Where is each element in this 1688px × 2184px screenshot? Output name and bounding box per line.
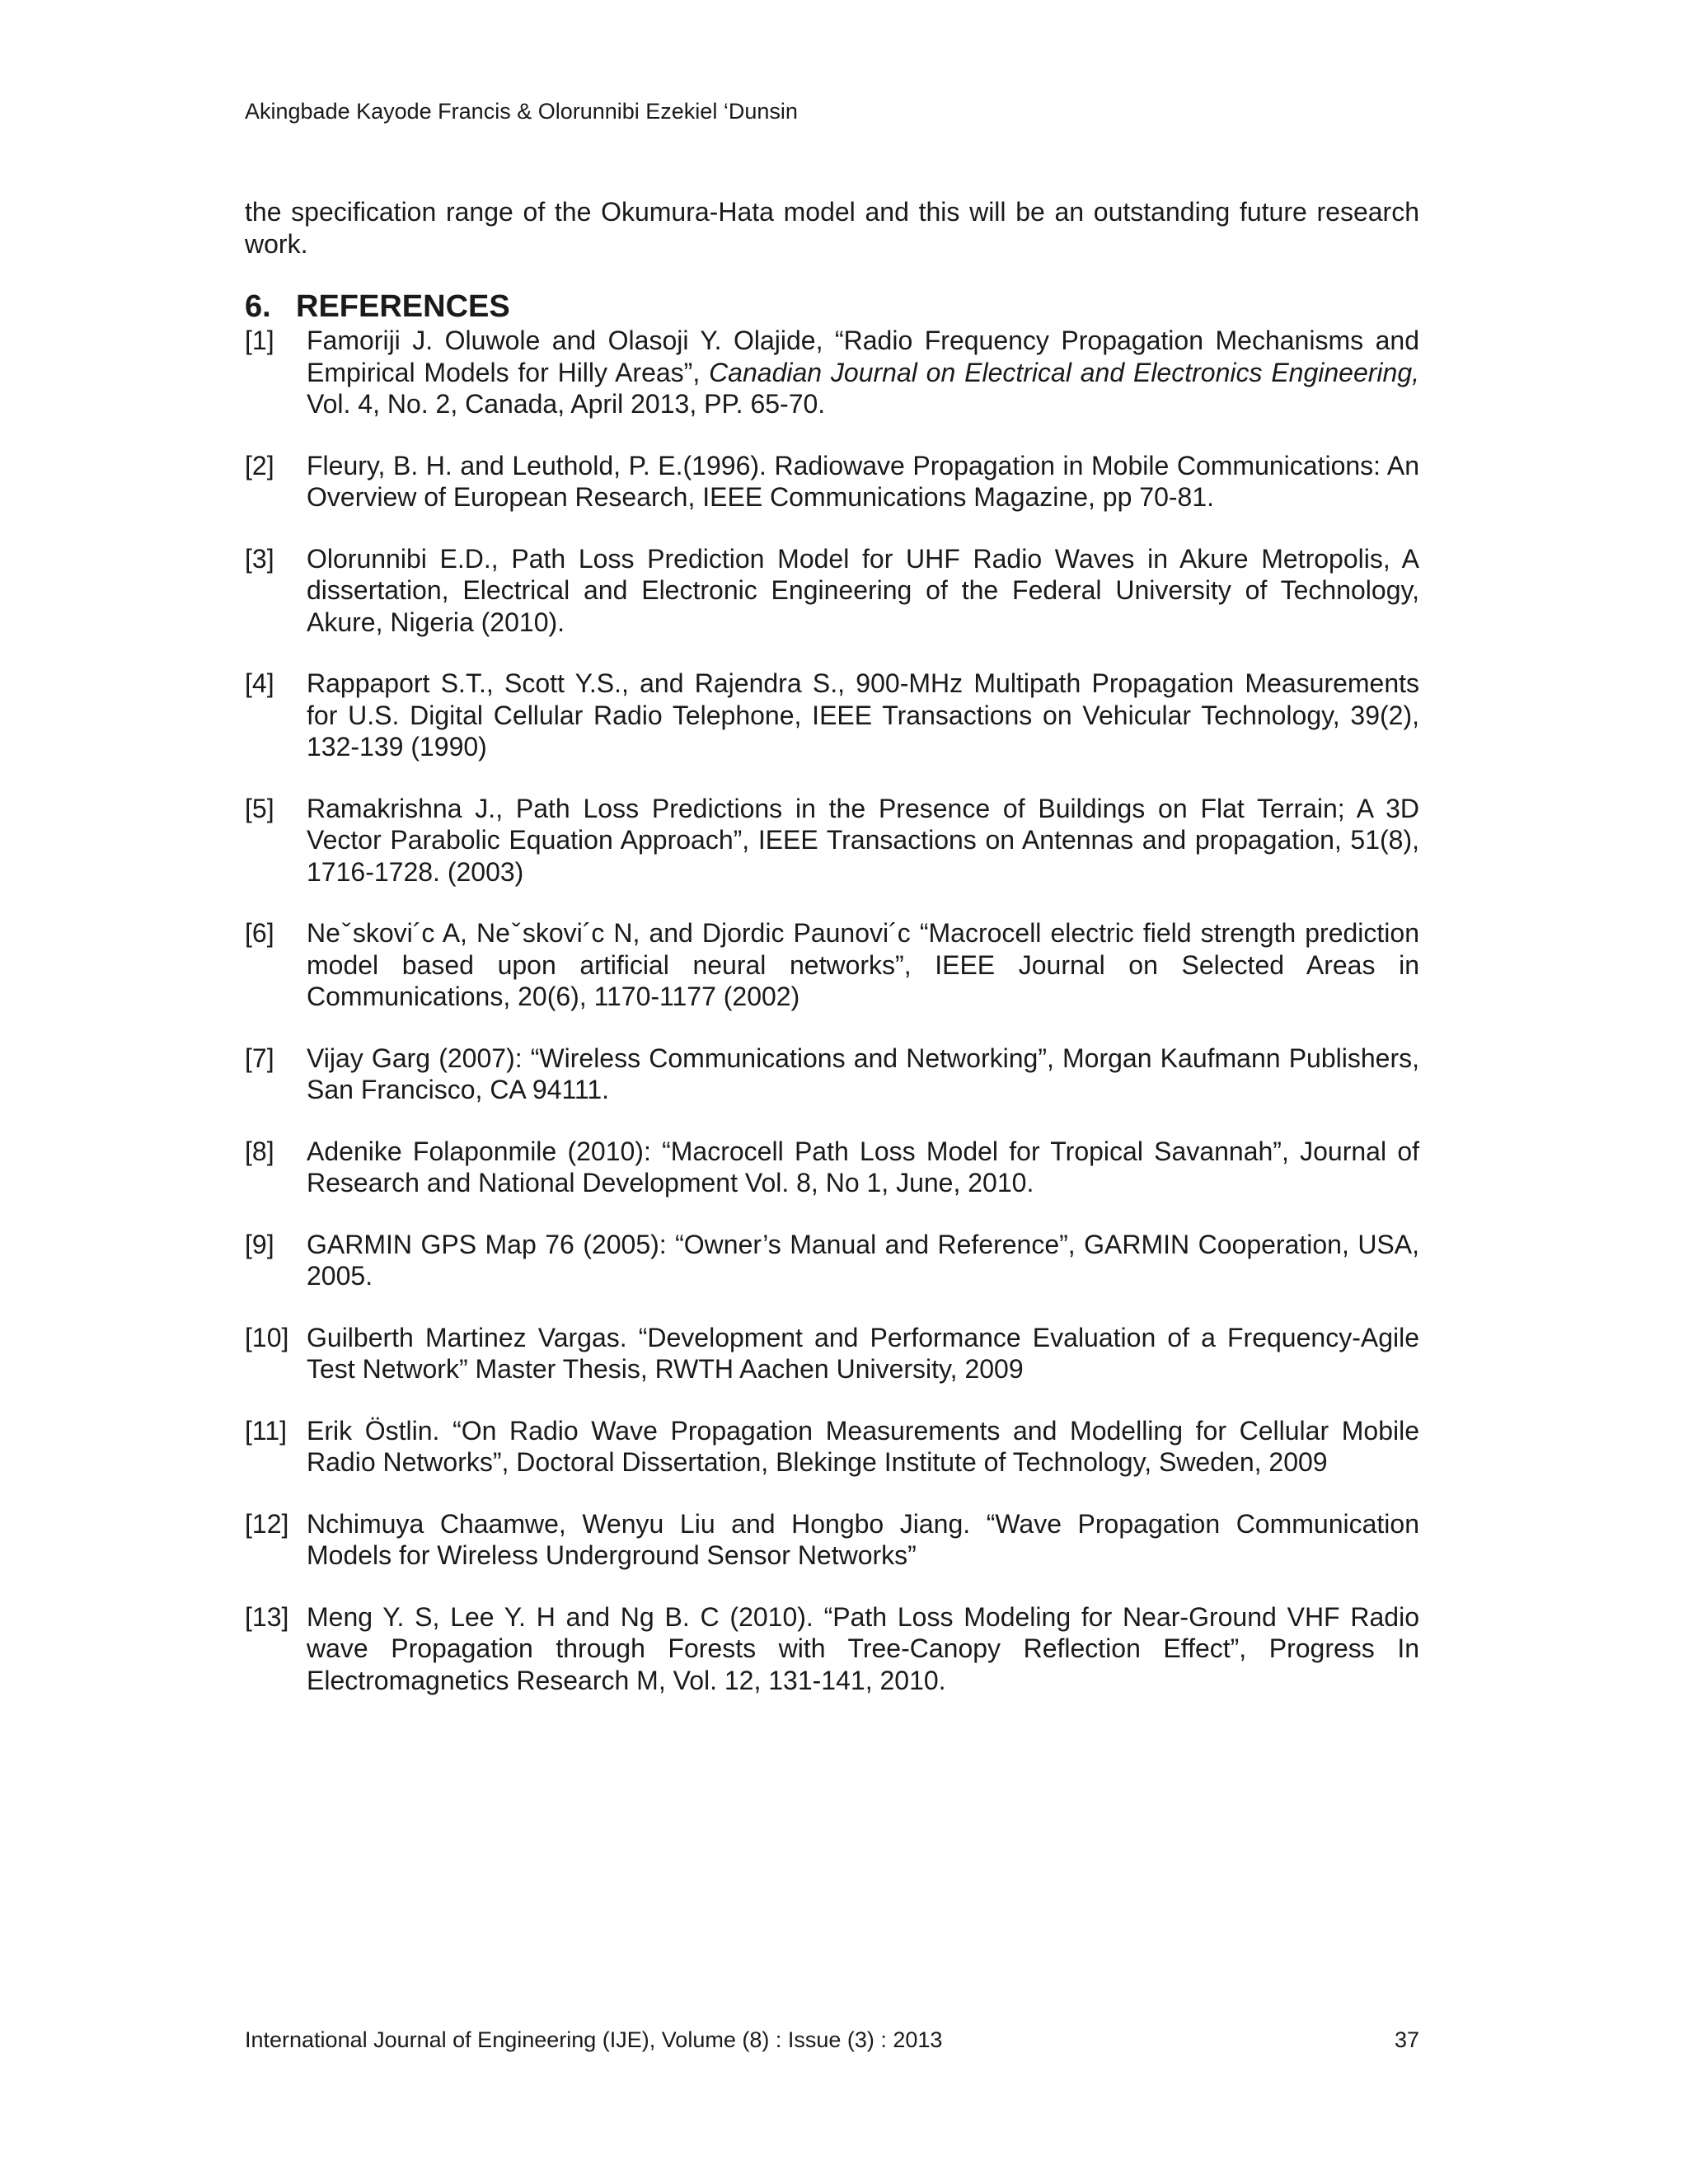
reference-text: Adenike Folaponmile (2010): “Macrocell Path Loss Model for Tropical Savannah”, Journal of Research and National Development Vol. 8, No 1, June, 2010. — [307, 1136, 1419, 1197]
reference-item — [245, 668, 1419, 763]
reference-number: [9] — [245, 1229, 274, 1259]
footer-journal: International Journal of Engineering (IJE), Volume (8) : Issue (3) : 2013 — [245, 2027, 943, 2052]
page-number: 37 — [1394, 2027, 1419, 2052]
reference-list — [245, 325, 1419, 1696]
section-title: REFERENCES — [296, 289, 510, 324]
reference-item — [245, 1322, 1419, 1385]
reference-item — [245, 1136, 1419, 1199]
reference-text: GARMIN GPS Map 76 (2005): “Owner’s Manual and Reference”, GARMIN Cooperation, USA, 2005. — [307, 1229, 1419, 1291]
page-body — [245, 196, 1419, 1726]
reference-text: Erik Östlin. “On Radio Wave Propagation Measurements and Modelling for Cellular Mobile Radio Networks”, Doctoral Dissertation, Blekinge Institute of Technology, Sweden, 2009 — [307, 1415, 1419, 1477]
reference-journal-title: Canadian Journal on Electrical and Electronics Engineering, — [709, 357, 1420, 387]
reference-text: Rappaport S.T., Scott Y.S., and Rajendra S., 900-MHz Multipath Propagation Measurements for U.S. Digital Cellular Radio Telephone, IEEE Transactions on Vehicular Technology, 39(2), 132-139 (1990) — [307, 668, 1419, 762]
reference-text: Ramakrishna J., Path Loss Predictions in the Presence of Buildings on Flat Terrain; A 3D Vector Parabolic Equation Approach”, IEEE Transactions on Antennas and propagation, 51(8), 1716-1728. (2003) — [307, 793, 1419, 887]
reference-item — [245, 1415, 1419, 1479]
reference-item — [245, 1601, 1419, 1697]
reference-number: [8] — [245, 1136, 274, 1166]
reference-text: Guilberth Martinez Vargas. “Development and Performance Evaluation of a Frequency-Agile Test Network” Master Thesis, RWTH Aachen University, 2009 — [307, 1322, 1419, 1384]
running-header — [245, 97, 798, 125]
running-footer — [245, 2026, 1419, 2054]
reference-text: Nchimuya Chaamwe, Wenyu Liu and Hongbo Jiang. “Wave Propagation Communication Models for Wireless Underground Sensor Networks” — [307, 1508, 1419, 1570]
reference-number: [7] — [245, 1043, 274, 1073]
reference-number: [12] — [245, 1508, 289, 1539]
reference-number: [13] — [245, 1601, 289, 1632]
reference-number: [4] — [245, 668, 274, 698]
intro-paragraph: the specification range of the Okumura-Hata model and this will be an outstanding future research work. — [245, 197, 1419, 259]
reference-number: [3] — [245, 543, 274, 574]
reference-item — [245, 543, 1419, 639]
reference-text-end: Vol. 4, No. 2, Canada, April 2013, PP. 65-70. — [307, 389, 826, 419]
reference-number: [11] — [245, 1415, 287, 1446]
reference-item — [245, 1229, 1419, 1292]
reference-text: Olorunnibi E.D., Path Loss Prediction Model for UHF Radio Waves in Akure Metropolis, A dissertation, Electrical and Electronic Engineering of the Federal University of Technology, Akure, Nigeria (2010). — [307, 543, 1419, 637]
section-heading — [245, 288, 1419, 325]
header-authors: Akingbade Kayode Francis & Olorunnibi Ezekiel ‘Dunsin — [245, 99, 798, 124]
reference-text: Meng Y. S, Lee Y. H and Ng B. C (2010). “Path Loss Modeling for Near-Ground VHF Radio wave Propagation through Forests with Tree-Canopy Reflection Effect”, Progress In Electromagnetics Research M, Vol. 12, 131-141, 2010. — [307, 1601, 1419, 1695]
reference-text — [307, 325, 1419, 420]
reference-number: [10] — [245, 1322, 289, 1352]
reference-text: Neˇskovi´c A, Neˇskovi´c N, and Djordic Paunovi´c “Macrocell electric field strength prediction model based upon artificial neural networks”, IEEE Journal on Selected Areas in Communications, 20(6), 1170-1177 (2002) — [307, 918, 1419, 1011]
reference-item — [245, 1043, 1419, 1106]
reference-text-start: Famoriji J. Oluwole and Olasoji Y. Olajide, “Radio Frequency Propagation Mechanisms and Empirical Models for Hilly Areas”, — [307, 326, 1419, 387]
reference-number: [2] — [245, 450, 274, 480]
reference-item — [245, 917, 1419, 1013]
reference-item — [245, 793, 1419, 888]
reference-text: Fleury, B. H. and Leuthold, P. E.(1996). Radiowave Propagation in Mobile Communications: An Overview of European Research, IEEE Communications Magazine, pp 70-81. — [307, 450, 1419, 512]
reference-number: [5] — [245, 793, 274, 823]
reference-text: Vijay Garg (2007): “Wireless Communications and Networking”, Morgan Kaufmann Publishers, San Francisco, CA 94111. — [307, 1043, 1419, 1104]
reference-item — [245, 1508, 1419, 1572]
reference-item — [245, 325, 1419, 420]
reference-item — [245, 450, 1419, 513]
section-number: 6. — [245, 289, 271, 324]
reference-number: [1] — [245, 326, 274, 355]
reference-number: [6] — [245, 918, 274, 948]
